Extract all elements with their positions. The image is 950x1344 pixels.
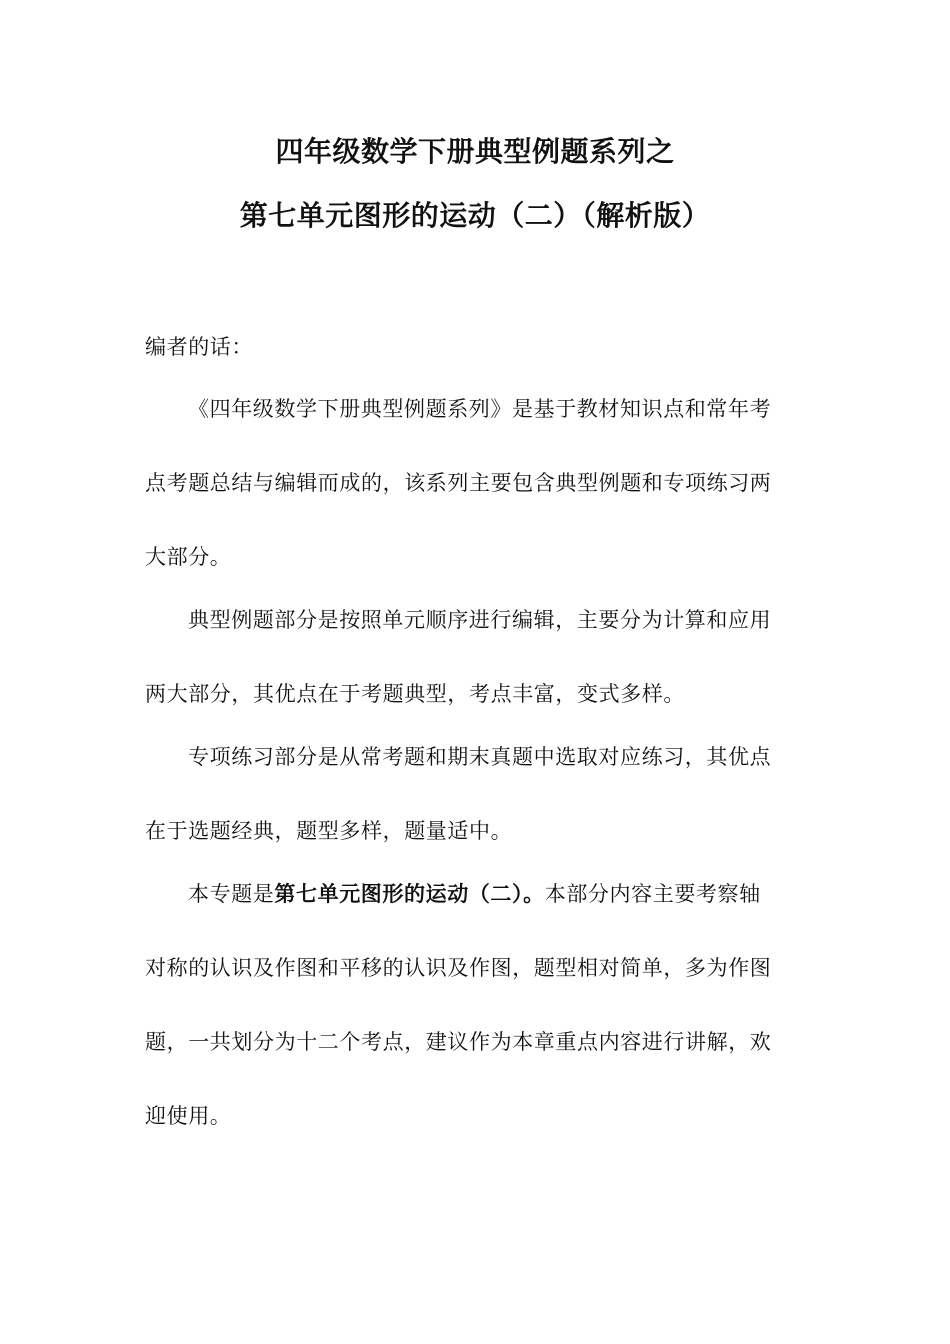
paragraph-2-line-2: 两大部分，其优点在于考题典型，考点丰富，变式多样。	[145, 682, 685, 706]
document-title-line-1: 四年级数学下册典型例题系列之	[275, 135, 675, 168]
paragraph-4-topic-bold: 第七单元图形的运动（二）。	[274, 882, 545, 906]
paragraph-4-line-1	[188, 879, 761, 909]
preface-heading: 编者的话：	[145, 335, 253, 359]
paragraph-4-line-4: 迎使用。	[145, 1104, 232, 1128]
paragraph-4-prefix: 本专题是	[188, 882, 275, 906]
paragraph-3-line-1: 专项练习部分是从常考题和期末真题中选取对应练习，其优点	[188, 745, 772, 769]
paragraph-1-line-3: 大部分。	[145, 545, 232, 569]
paragraph-4-suffix: 本部分内容主要考察轴	[544, 882, 761, 906]
paragraph-1-line-2: 点考题总结与编辑而成的，该系列主要包含典型例题和专项练习两	[145, 471, 772, 495]
document-title-line-2: 第七单元图形的运动（二）（解析版）	[239, 199, 711, 232]
paragraph-1-line-1: 《四年级数学下册典型例题系列》是基于教材知识点和常年考	[188, 397, 772, 421]
paragraph-4-line-3: 题，一共划分为十二个考点，建议作为本章重点内容进行讲解，欢	[145, 1030, 772, 1054]
paragraph-2-line-1: 典型例题部分是按照单元顺序进行编辑，主要分为计算和应用	[188, 608, 772, 632]
paragraph-4-line-2: 对称的认识及作图和平移的认识及作图，题型相对简单，多为作图	[145, 956, 772, 980]
paragraph-3-line-2: 在于选题经典，题型多样，题量适中。	[145, 819, 513, 843]
